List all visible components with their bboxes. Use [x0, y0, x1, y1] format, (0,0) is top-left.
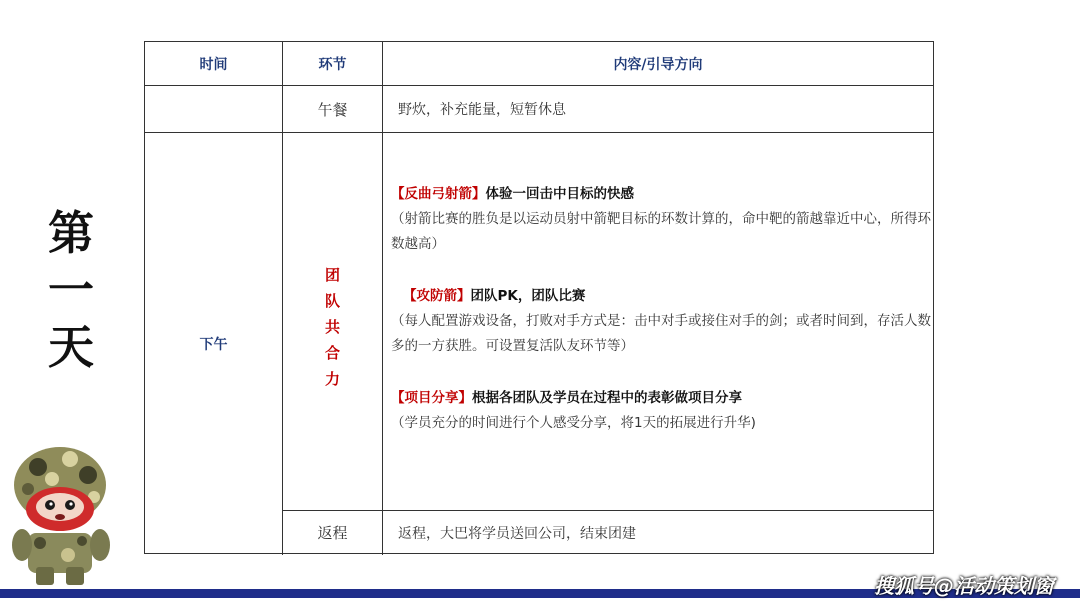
- activity-keyword: 【反曲弓射箭】: [391, 186, 486, 202]
- afternoon-time: 下午: [199, 336, 228, 353]
- lunch-content: 野炊，补充能量，短暂休息: [398, 102, 566, 118]
- day-title-char-2: 一: [48, 263, 94, 317]
- activity-lead: 体验一回击中目标的快感: [485, 186, 634, 202]
- activity-lead: 团队PK，团队比赛: [470, 288, 586, 304]
- header-segment: 环节: [318, 56, 347, 73]
- afternoon-content: [391, 182, 936, 463]
- header-content: 内容/引导方向: [613, 56, 703, 73]
- header-time: 时间: [199, 56, 228, 73]
- day-title: [46, 205, 96, 376]
- lunch-segment: 午餐: [317, 100, 348, 119]
- team-label-char-4: 合: [324, 344, 340, 362]
- return-content: 返程，大巴将学员送回公司，结束团建: [398, 525, 636, 542]
- return-segment: 返程: [317, 524, 348, 542]
- activity-detail: （射箭比赛的胜负是以运动员射中箭靶目标的环数计算的，命中靶的箭越靠近中心，所得环数越高）: [391, 211, 931, 252]
- watermark: 搜狐号@活动策划窗: [874, 574, 1054, 598]
- column-divider-2: [382, 42, 383, 555]
- soldier-mascot-icon: [8, 445, 112, 587]
- activity-archery-tag: [391, 284, 936, 359]
- activity-keyword: 【攻防箭】: [403, 288, 471, 304]
- day-title-char-3: 天: [48, 320, 94, 374]
- day-title-char-1: 第: [48, 206, 94, 260]
- team-label: [283, 262, 382, 392]
- schedule-table: [144, 41, 934, 554]
- activity-detail: （学员充分的时间进行个人感受分享，将1天的拓展进行升华): [391, 415, 756, 431]
- activity-lead: 根据各团队及学员在过程中的表彰做项目分享: [472, 390, 742, 406]
- activity-detail: （每人配置游戏设备，打败对手方式是：击中对手或接住对手的剑；或者时间到，存活人数多的一方获胜。可设置复活队友环节等）: [391, 313, 931, 354]
- team-label-char-5: 力: [324, 370, 340, 388]
- team-label-char-2: 队: [324, 292, 340, 310]
- team-label-char-1: 团: [324, 266, 340, 284]
- team-label-char-3: 共: [324, 318, 340, 336]
- activity-keyword: 【项目分享】: [391, 390, 472, 406]
- activity-archery: [391, 182, 936, 257]
- activity-sharing: [391, 386, 936, 436]
